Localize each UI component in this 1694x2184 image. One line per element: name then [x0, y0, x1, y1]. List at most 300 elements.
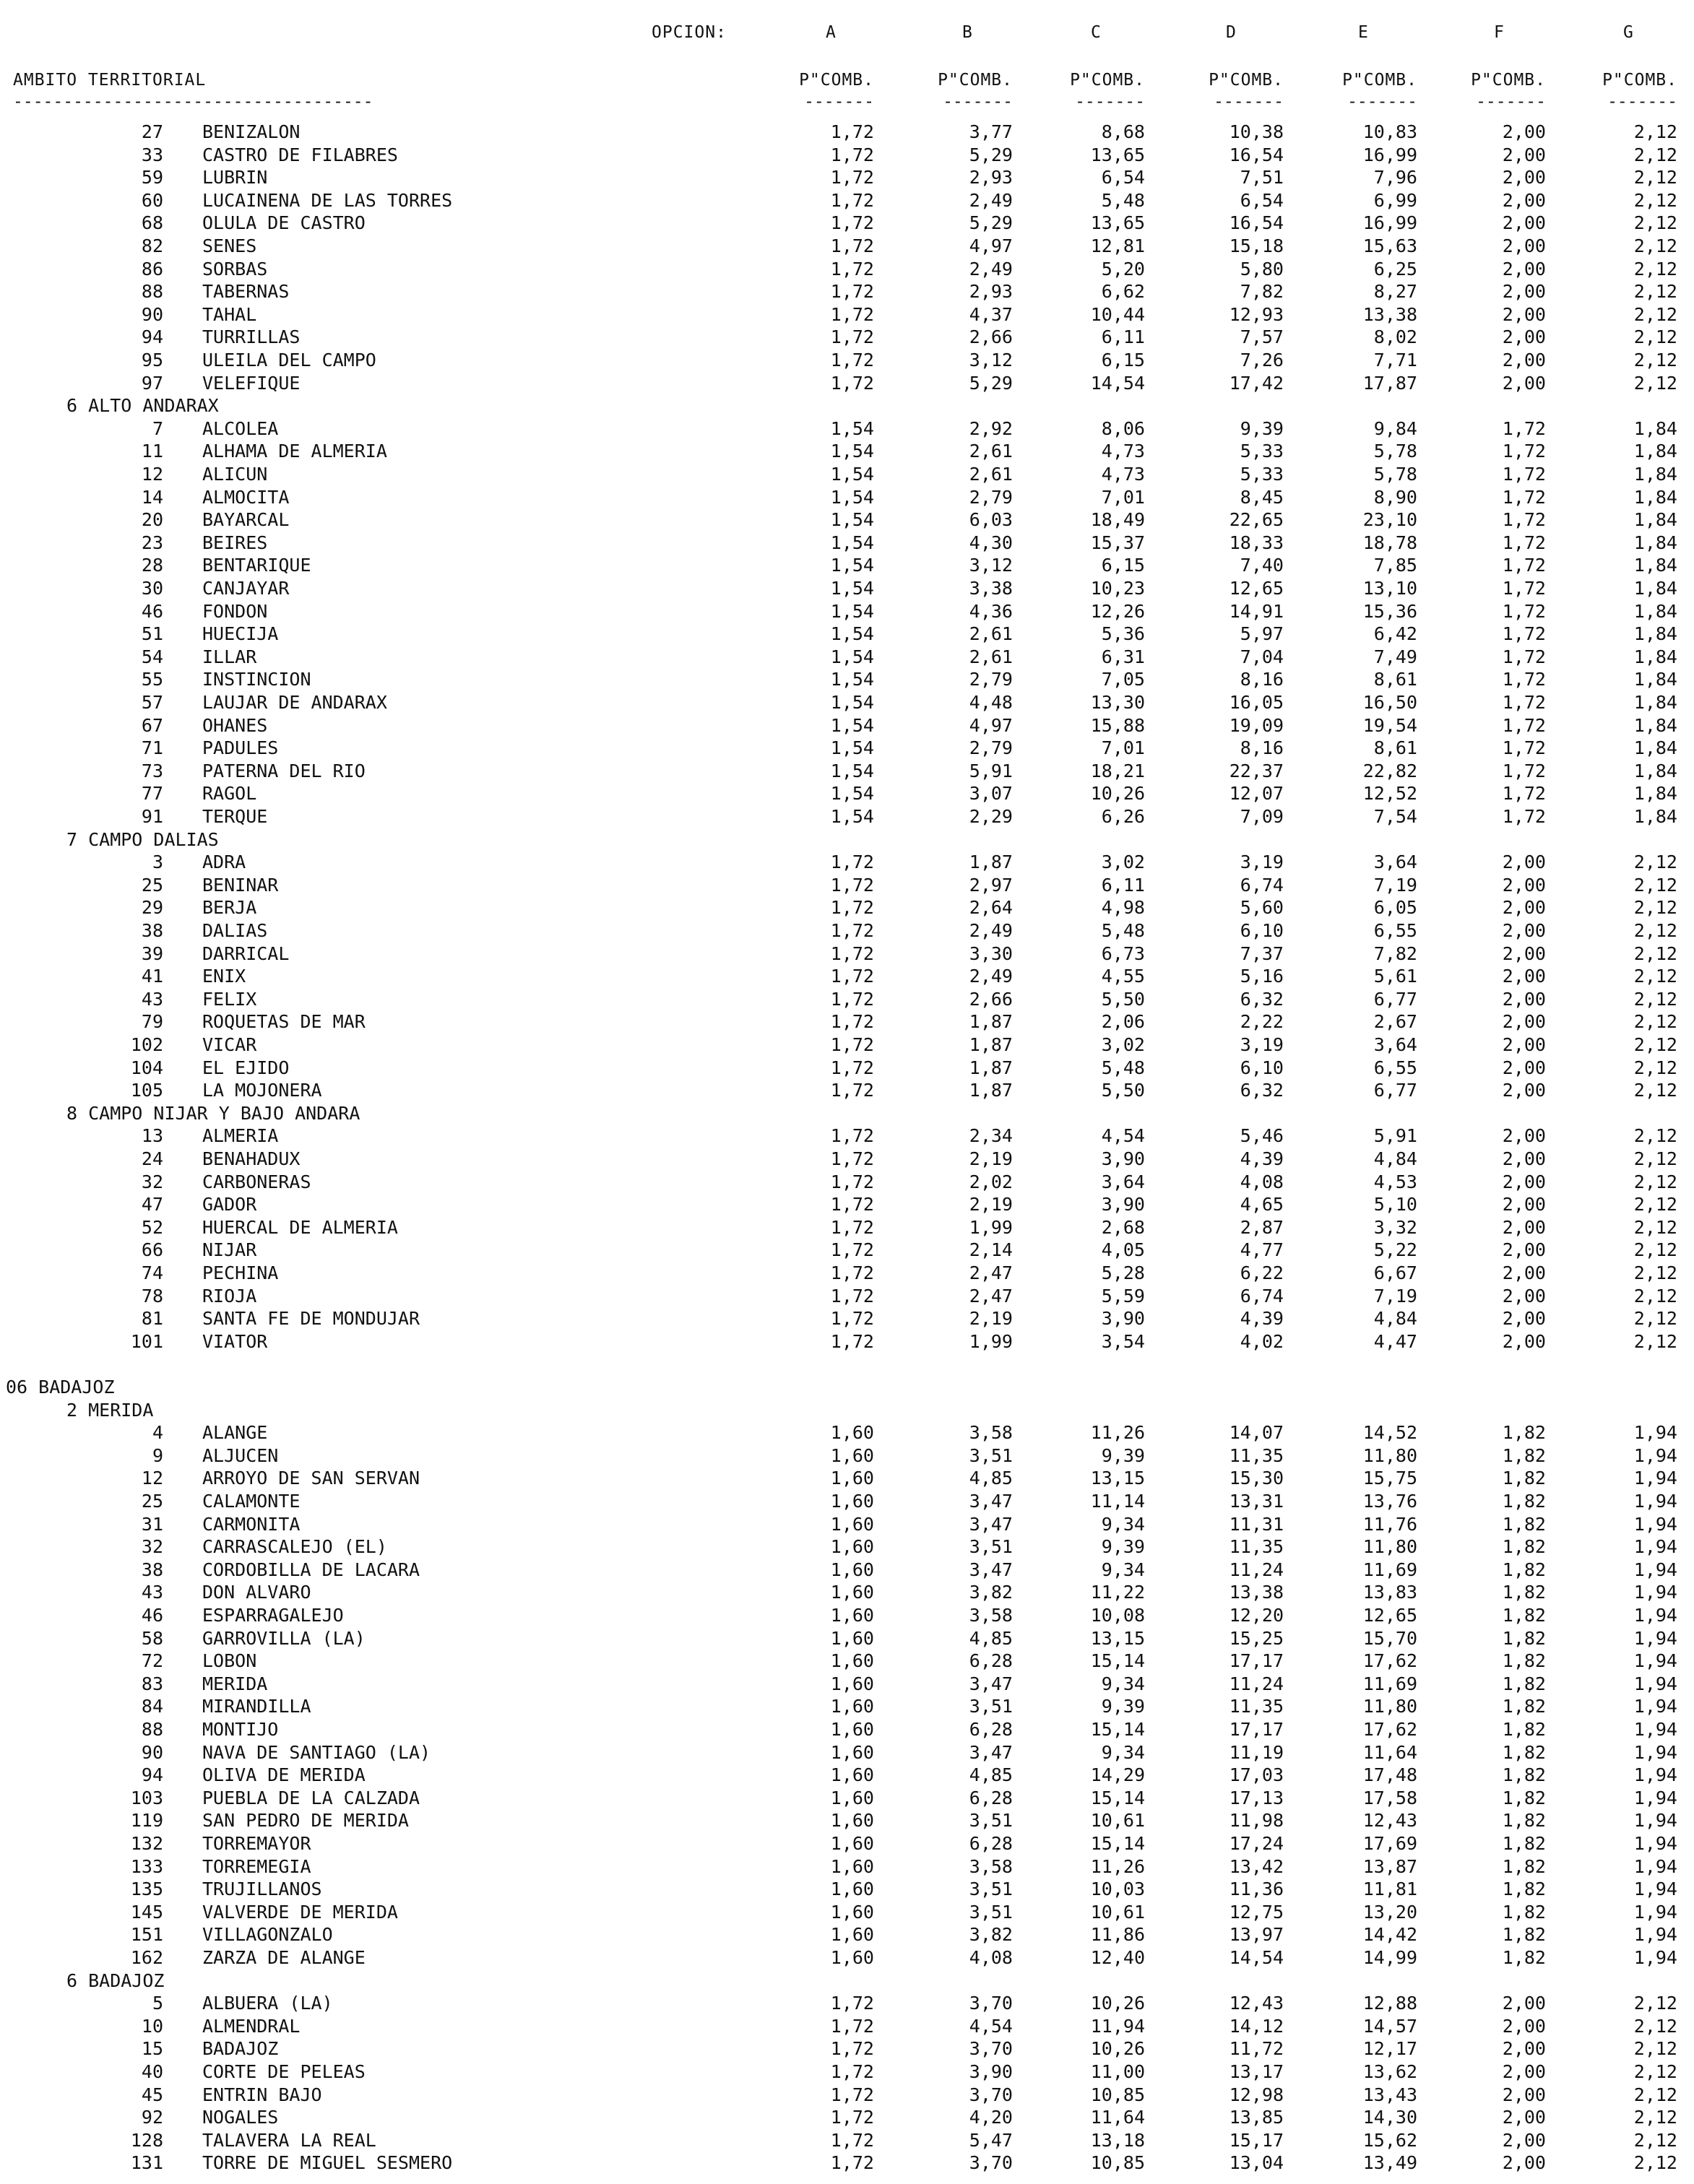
value-e: 3,64	[1373, 852, 1417, 873]
municipality-code: 20	[141, 509, 163, 531]
value-f: 1,82	[1502, 1673, 1546, 1694]
value-a: 1,60	[830, 1787, 874, 1808]
value-e: 14,57	[1362, 2015, 1417, 2037]
value-c: 5,28	[1101, 1262, 1145, 1283]
value-a: 1,60	[830, 1855, 874, 1877]
municipality-name: FONDON	[202, 600, 268, 622]
value-b: 2,79	[969, 486, 1013, 508]
municipality-code: 25	[141, 1491, 163, 1512]
value-e: 6,42	[1373, 623, 1417, 645]
municipality-name: BAYARCAL	[202, 509, 290, 531]
municipality-name: LUBRIN	[202, 167, 268, 188]
value-d: 11,24	[1229, 1673, 1284, 1694]
municipality-code: 88	[141, 1719, 163, 1740]
value-g: 2,12	[1633, 1262, 1677, 1283]
value-e: 13,38	[1362, 303, 1417, 325]
value-a: 1,60	[830, 1513, 874, 1535]
column-label-b: P"COMB.	[938, 71, 1013, 90]
value-f: 1,82	[1502, 1741, 1546, 1763]
value-g: 2,12	[1633, 350, 1677, 370]
municipality-name: PADULES	[202, 737, 279, 759]
municipality-code: 95	[141, 350, 163, 370]
value-d: 11,36	[1229, 1878, 1284, 1900]
value-e: 5,61	[1373, 966, 1417, 987]
value-c: 3,54	[1101, 1330, 1145, 1352]
value-c: 6,31	[1101, 646, 1145, 667]
value-c: 13,15	[1090, 1627, 1145, 1649]
value-b: 4,54	[969, 2015, 1013, 2037]
value-c: 5,48	[1101, 920, 1145, 941]
municipality-code: 68	[141, 212, 163, 234]
value-e: 14,99	[1362, 1947, 1417, 1968]
value-g: 2,12	[1633, 281, 1677, 303]
value-g: 2,12	[1633, 1080, 1677, 1101]
value-c: 14,54	[1090, 372, 1145, 394]
municipality-name: BEIRES	[202, 532, 268, 553]
value-c: 5,59	[1101, 1285, 1145, 1306]
value-a: 1,60	[830, 1947, 874, 1968]
municipality-code: 41	[141, 966, 163, 987]
value-f: 1,82	[1502, 1947, 1546, 1968]
value-f: 1,82	[1502, 1719, 1546, 1740]
value-e: 8,02	[1373, 326, 1417, 348]
value-f: 1,82	[1502, 1878, 1546, 1900]
value-c: 18,49	[1090, 509, 1145, 531]
value-b: 1,99	[969, 1216, 1013, 1238]
value-a: 1,72	[830, 1285, 874, 1306]
value-d: 14,07	[1229, 1422, 1284, 1444]
value-e: 13,10	[1362, 578, 1417, 599]
municipality-name: ADRA	[202, 852, 246, 873]
group-heading: 8 CAMPO NIJAR Y BAJO ANDARA	[66, 1102, 360, 1124]
value-a: 1,60	[830, 1878, 874, 1900]
municipality-name: LUCAINENA DE LAS TORRES	[202, 189, 453, 211]
value-g: 1,94	[1633, 1605, 1677, 1626]
municipality-code: 15	[141, 2038, 163, 2060]
municipality-name: ENTRIN BAJO	[202, 2084, 322, 2105]
value-e: 18,78	[1362, 532, 1417, 553]
value-b: 2,79	[969, 669, 1013, 690]
value-b: 2,29	[969, 806, 1013, 827]
value-g: 1,84	[1633, 441, 1677, 462]
value-e: 11,80	[1362, 1444, 1417, 1466]
value-d: 11,35	[1229, 1696, 1284, 1717]
value-f: 2,00	[1502, 988, 1546, 1010]
value-d: 7,04	[1240, 646, 1284, 667]
value-a: 1,72	[830, 1171, 874, 1192]
value-g: 1,84	[1633, 486, 1677, 508]
value-c: 11,86	[1090, 1924, 1145, 1946]
value-g: 1,94	[1633, 1627, 1677, 1649]
value-b: 4,97	[969, 235, 1013, 256]
column-label-d: P"COMB.	[1209, 71, 1284, 90]
value-c: 9,39	[1101, 1696, 1145, 1717]
value-e: 3,32	[1373, 1216, 1417, 1238]
value-f: 1,82	[1502, 1582, 1546, 1603]
value-f: 2,00	[1502, 258, 1546, 280]
value-g: 2,12	[1633, 1216, 1677, 1238]
municipality-name: RIOJA	[202, 1285, 257, 1306]
value-b: 4,97	[969, 714, 1013, 736]
value-f: 1,72	[1502, 714, 1546, 736]
value-b: 4,37	[969, 303, 1013, 325]
value-f: 2,00	[1502, 2061, 1546, 2082]
value-b: 4,85	[969, 1764, 1013, 1786]
value-c: 7,01	[1101, 486, 1145, 508]
value-g: 1,94	[1633, 1719, 1677, 1740]
value-b: 2,49	[969, 258, 1013, 280]
value-g: 1,94	[1633, 1901, 1677, 1923]
value-b: 5,29	[969, 144, 1013, 165]
value-a: 1,72	[830, 189, 874, 211]
municipality-code: 131	[130, 2152, 163, 2174]
value-c: 9,34	[1101, 1559, 1145, 1580]
value-g: 1,94	[1633, 1650, 1677, 1672]
municipality-name: RAGOL	[202, 783, 257, 805]
value-a: 1,72	[830, 121, 874, 142]
value-d: 13,97	[1229, 1924, 1284, 1946]
column-rule-g: -------	[1607, 92, 1677, 111]
value-g: 2,12	[1633, 326, 1677, 348]
value-a: 1,72	[830, 1262, 874, 1283]
value-g: 1,94	[1633, 1787, 1677, 1808]
municipality-name: ENIX	[202, 966, 246, 987]
municipality-code: 92	[141, 2107, 163, 2128]
value-a: 1,54	[830, 783, 874, 805]
value-d: 4,02	[1240, 1330, 1284, 1352]
value-d: 16,05	[1229, 692, 1284, 713]
value-g: 2,12	[1633, 2107, 1677, 2128]
value-b: 1,87	[969, 1080, 1013, 1101]
municipality-code: 104	[130, 1057, 163, 1078]
municipality-name: CALAMONTE	[202, 1491, 301, 1512]
value-g: 1,94	[1633, 1559, 1677, 1580]
value-g: 2,12	[1633, 1125, 1677, 1147]
value-c: 4,73	[1101, 464, 1145, 485]
municipality-code: 47	[141, 1194, 163, 1216]
value-c: 15,88	[1090, 714, 1145, 736]
value-g: 1,94	[1633, 1810, 1677, 1832]
value-a: 1,72	[830, 2061, 874, 2082]
value-d: 12,43	[1229, 1993, 1284, 2014]
value-b: 2,02	[969, 1171, 1013, 1192]
value-a: 1,60	[830, 1444, 874, 1466]
value-a: 1,72	[830, 852, 874, 873]
value-b: 6,28	[969, 1719, 1013, 1740]
value-d: 11,31	[1229, 1513, 1284, 1535]
value-b: 3,58	[969, 1422, 1013, 1444]
value-g: 1,84	[1633, 783, 1677, 805]
value-g: 2,12	[1633, 1993, 1677, 2014]
value-b: 3,58	[969, 1855, 1013, 1877]
municipality-name: VICAR	[202, 1034, 257, 1055]
value-d: 11,24	[1229, 1559, 1284, 1580]
value-c: 6,15	[1101, 350, 1145, 370]
value-c: 13,65	[1090, 212, 1145, 234]
value-a: 1,54	[830, 623, 874, 645]
value-c: 14,29	[1090, 1764, 1145, 1786]
value-c: 9,34	[1101, 1673, 1145, 1694]
value-e: 6,05	[1373, 897, 1417, 919]
group-heading: 7 CAMPO DALIAS	[66, 828, 219, 850]
value-b: 3,30	[969, 942, 1013, 964]
municipality-code: 79	[141, 1011, 163, 1033]
value-c: 10,61	[1090, 1901, 1145, 1923]
value-g: 2,12	[1633, 1285, 1677, 1306]
municipality-code: 30	[141, 578, 163, 599]
value-f: 1,72	[1502, 623, 1546, 645]
value-b: 4,30	[969, 532, 1013, 553]
value-f: 2,00	[1502, 1057, 1546, 1078]
municipality-name: ALBUERA (LA)	[202, 1993, 333, 2014]
value-a: 1,72	[830, 2015, 874, 2037]
value-g: 1,94	[1633, 1513, 1677, 1535]
value-g: 1,84	[1633, 714, 1677, 736]
value-d: 6,74	[1240, 874, 1284, 896]
value-b: 6,28	[969, 1650, 1013, 1672]
value-e: 7,96	[1373, 167, 1417, 188]
value-f: 1,82	[1502, 1650, 1546, 1672]
value-g: 1,94	[1633, 1491, 1677, 1512]
value-e: 4,53	[1373, 1171, 1417, 1192]
value-a: 1,60	[830, 1491, 874, 1512]
value-e: 13,83	[1362, 1582, 1417, 1603]
value-f: 2,00	[1502, 2152, 1546, 2174]
value-a: 1,72	[830, 988, 874, 1010]
value-d: 15,18	[1229, 235, 1284, 256]
value-a: 1,72	[830, 1125, 874, 1147]
value-b: 2,61	[969, 441, 1013, 462]
value-e: 17,58	[1362, 1787, 1417, 1808]
value-a: 1,54	[830, 760, 874, 781]
value-b: 4,48	[969, 692, 1013, 713]
municipality-code: 40	[141, 2061, 163, 2082]
value-e: 13,62	[1362, 2061, 1417, 2082]
value-g: 2,12	[1633, 121, 1677, 142]
value-a: 1,54	[830, 600, 874, 622]
value-e: 13,49	[1362, 2152, 1417, 2174]
value-g: 1,84	[1633, 578, 1677, 599]
value-f: 2,00	[1502, 1148, 1546, 1169]
value-d: 14,12	[1229, 2015, 1284, 2037]
value-a: 1,54	[830, 417, 874, 439]
value-g: 2,12	[1633, 897, 1677, 919]
value-f: 2,00	[1502, 942, 1546, 964]
value-b: 1,87	[969, 1011, 1013, 1033]
value-c: 18,21	[1090, 760, 1145, 781]
value-a: 1,72	[830, 258, 874, 280]
value-a: 1,72	[830, 897, 874, 919]
value-c: 8,68	[1101, 121, 1145, 142]
value-a: 1,72	[830, 1308, 874, 1330]
value-a: 1,72	[830, 1239, 874, 1261]
value-a: 1,72	[830, 372, 874, 394]
municipality-code: 43	[141, 1582, 163, 1603]
value-e: 10,83	[1362, 121, 1417, 142]
value-b: 4,36	[969, 600, 1013, 622]
value-c: 11,26	[1090, 1422, 1145, 1444]
value-d: 16,54	[1229, 212, 1284, 234]
value-b: 4,85	[969, 1468, 1013, 1489]
municipality-name: PECHINA	[202, 1262, 279, 1283]
value-d: 4,77	[1240, 1239, 1284, 1261]
value-d: 13,04	[1229, 2152, 1284, 2174]
municipality-name: CARRASCALEJO (EL)	[202, 1536, 387, 1558]
value-a: 1,72	[830, 2084, 874, 2105]
option-letter-e: E	[1358, 23, 1369, 42]
value-e: 15,63	[1362, 235, 1417, 256]
value-b: 3,82	[969, 1582, 1013, 1603]
value-c: 5,50	[1101, 988, 1145, 1010]
value-f: 2,00	[1502, 350, 1546, 370]
value-g: 2,12	[1633, 1171, 1677, 1192]
value-f: 2,00	[1502, 2107, 1546, 2128]
value-d: 3,19	[1240, 1034, 1284, 1055]
value-g: 2,12	[1633, 1239, 1677, 1261]
value-b: 3,47	[969, 1741, 1013, 1763]
column-label-c: P"COMB.	[1070, 71, 1145, 90]
municipality-name: OHANES	[202, 714, 268, 736]
value-a: 1,54	[830, 532, 874, 553]
value-d: 6,10	[1240, 1057, 1284, 1078]
value-c: 5,48	[1101, 1057, 1145, 1078]
value-c: 9,34	[1101, 1741, 1145, 1763]
value-f: 1,82	[1502, 1924, 1546, 1946]
value-g: 2,12	[1633, 258, 1677, 280]
value-d: 7,26	[1240, 350, 1284, 370]
column-label-a: P"COMB.	[799, 71, 874, 90]
value-d: 13,85	[1229, 2107, 1284, 2128]
province-heading: 06 BADAJOZ	[6, 1377, 115, 1398]
value-g: 2,12	[1633, 372, 1677, 394]
value-d: 11,72	[1229, 2038, 1284, 2060]
value-g: 1,94	[1633, 1855, 1677, 1877]
municipality-code: 132	[130, 1833, 163, 1854]
value-g: 2,12	[1633, 167, 1677, 188]
value-c: 10,85	[1090, 2084, 1145, 2105]
value-g: 2,12	[1633, 2038, 1677, 2060]
value-a: 1,72	[830, 2129, 874, 2151]
value-b: 2,49	[969, 966, 1013, 987]
municipality-name: CASTRO DE FILABRES	[202, 144, 398, 165]
value-b: 3,07	[969, 783, 1013, 805]
municipality-code: 31	[141, 1513, 163, 1535]
value-a: 1,72	[830, 144, 874, 165]
value-a: 1,54	[830, 737, 874, 759]
value-c: 6,15	[1101, 555, 1145, 576]
municipality-name: TRUJILLANOS	[202, 1878, 322, 1900]
municipality-code: 71	[141, 737, 163, 759]
value-c: 13,30	[1090, 692, 1145, 713]
value-a: 1,72	[830, 2107, 874, 2128]
municipality-name: NAVA DE SANTIAGO (LA)	[202, 1741, 431, 1763]
municipality-name: TABERNAS	[202, 281, 290, 303]
value-f: 2,00	[1502, 326, 1546, 348]
municipality-code: 5	[152, 1993, 163, 2014]
value-e: 15,36	[1362, 600, 1417, 622]
value-e: 19,54	[1362, 714, 1417, 736]
value-a: 1,72	[830, 235, 874, 256]
value-b: 3,12	[969, 555, 1013, 576]
value-d: 4,08	[1240, 1171, 1284, 1192]
value-d: 15,25	[1229, 1627, 1284, 1649]
value-c: 13,18	[1090, 2129, 1145, 2151]
municipality-name: ALMERIA	[202, 1125, 279, 1147]
value-f: 1,72	[1502, 669, 1546, 690]
group-heading: 6 BADAJOZ	[66, 1970, 165, 1991]
municipality-name: CANJAYAR	[202, 578, 290, 599]
value-b: 3,38	[969, 578, 1013, 599]
municipality-code: 86	[141, 258, 163, 280]
value-d: 7,82	[1240, 281, 1284, 303]
value-e: 5,91	[1373, 1125, 1417, 1147]
value-c: 10,44	[1090, 303, 1145, 325]
municipality-code: 78	[141, 1285, 163, 1306]
municipality-name: TORRE DE MIGUEL SESMERO	[202, 2152, 453, 2174]
municipality-code: 29	[141, 897, 163, 919]
value-g: 1,94	[1633, 1947, 1677, 1968]
municipality-name: CORTE DE PELEAS	[202, 2061, 366, 2082]
value-c: 4,55	[1101, 966, 1145, 987]
municipality-code: 51	[141, 623, 163, 645]
value-a: 1,60	[830, 1422, 874, 1444]
value-g: 2,12	[1633, 988, 1677, 1010]
value-a: 1,72	[830, 1034, 874, 1055]
value-d: 17,42	[1229, 372, 1284, 394]
value-b: 2,66	[969, 988, 1013, 1010]
value-d: 4,39	[1240, 1308, 1284, 1330]
value-f: 2,00	[1502, 897, 1546, 919]
municipality-code: 97	[141, 372, 163, 394]
municipality-code: 12	[141, 464, 163, 485]
value-e: 11,76	[1362, 1513, 1417, 1535]
value-g: 1,84	[1633, 623, 1677, 645]
value-d: 6,32	[1240, 988, 1284, 1010]
value-a: 1,72	[830, 303, 874, 325]
value-a: 1,60	[830, 1582, 874, 1603]
municipality-code: 28	[141, 555, 163, 576]
value-c: 6,11	[1101, 874, 1145, 896]
value-d: 5,16	[1240, 966, 1284, 987]
value-c: 6,73	[1101, 942, 1145, 964]
value-f: 2,00	[1502, 1262, 1546, 1283]
value-a: 1,60	[830, 1673, 874, 1694]
value-g: 1,94	[1633, 1833, 1677, 1854]
value-b: 3,77	[969, 121, 1013, 142]
municipality-code: 83	[141, 1673, 163, 1694]
value-c: 3,90	[1101, 1148, 1145, 1169]
value-a: 1,54	[830, 646, 874, 667]
value-a: 1,72	[830, 1148, 874, 1169]
municipality-code: 55	[141, 669, 163, 690]
value-a: 1,72	[830, 167, 874, 188]
municipality-code: 14	[141, 486, 163, 508]
municipality-name: LA MOJONERA	[202, 1080, 322, 1101]
municipality-name: VIATOR	[202, 1330, 268, 1352]
municipality-code: 7	[152, 417, 163, 439]
value-f: 2,00	[1502, 1216, 1546, 1238]
value-e: 7,82	[1373, 942, 1417, 964]
municipality-name: DON ALVARO	[202, 1582, 311, 1603]
municipality-name: ROQUETAS DE MAR	[202, 1011, 366, 1033]
value-c: 9,39	[1101, 1444, 1145, 1466]
value-f: 2,00	[1502, 1011, 1546, 1033]
value-d: 7,57	[1240, 326, 1284, 348]
value-a: 1,54	[830, 555, 874, 576]
municipality-code: 23	[141, 532, 163, 553]
value-g: 2,12	[1633, 2152, 1677, 2174]
value-e: 7,71	[1373, 350, 1417, 370]
